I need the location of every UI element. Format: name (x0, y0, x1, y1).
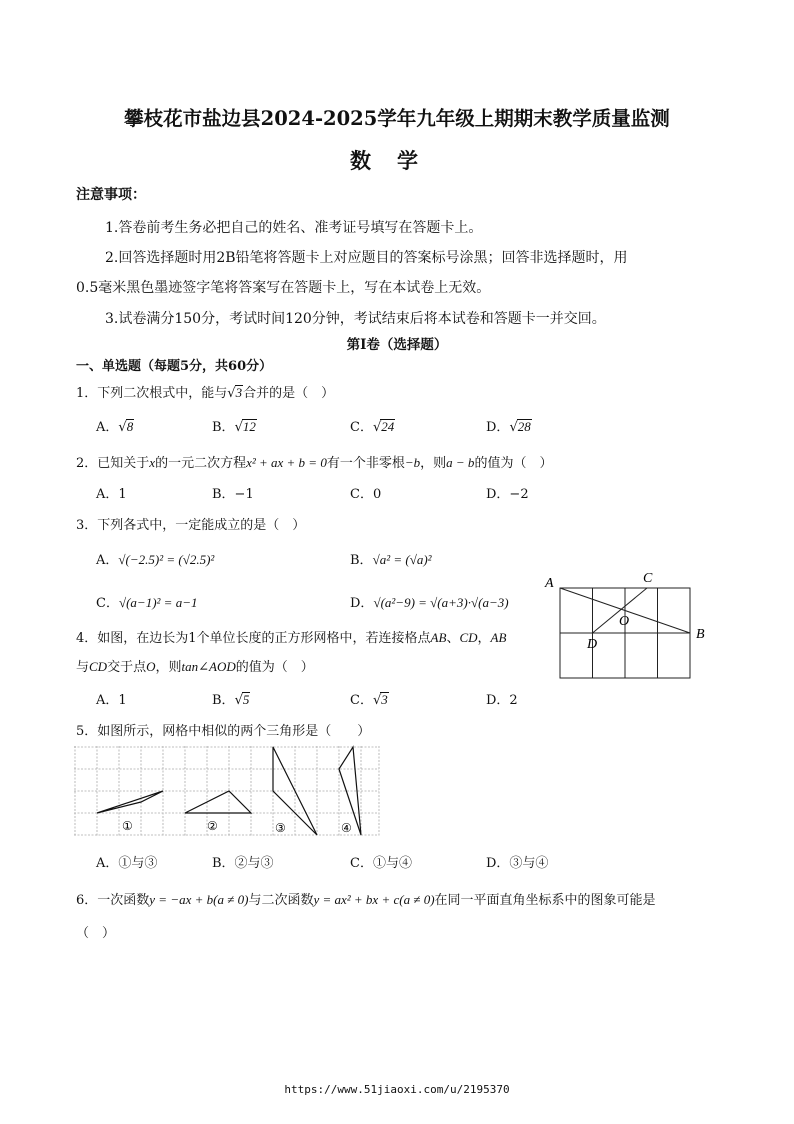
q1-option-d: D．√28 (486, 419, 531, 435)
q1-stem-b: 合并的是（ ） (243, 386, 335, 401)
question-6-stem (76, 889, 656, 908)
q6-stem-a: 6．一次函数 (76, 893, 150, 908)
notice-item-2-continued: 0.5毫米黑色墨迹签字笔将答案写在答题卡上，写在本试卷上无效。 (76, 280, 491, 296)
q4-segment-ab-2: AB (490, 630, 507, 645)
q1-option-b: B．√12 (212, 419, 256, 435)
q6-condition-1: (a ≠ 0) (213, 892, 249, 907)
q5-option-b: B．②与③ (212, 856, 274, 871)
q4-option-a: A．1 (96, 693, 127, 708)
q3-option-a-expr: √(−2.5)² = (√2.5)² (118, 552, 215, 567)
notice-heading: 注意事项： (76, 187, 146, 203)
q1-option-a-label: A． (96, 420, 119, 435)
q4-option-b-label: B． (212, 693, 235, 708)
question-2-stem (76, 452, 552, 471)
q4-label-o: O (619, 614, 630, 629)
q1-option-c-label: C． (350, 420, 373, 435)
q4-stem-a: 4．如图，在边长为1个单位长度的正方形网格中，若连接格点 (76, 631, 431, 646)
notice-item-2: 2.回答选择题时用2B铅笔将答题卡上对应题目的答案标号涂黑；回答非选择题时，用 (105, 250, 628, 266)
q4-line2-c: ，则 (155, 660, 182, 675)
q3-option-b (350, 549, 432, 568)
question-4-stem-line-2 (76, 656, 314, 675)
question-6-paren: （ ） (76, 926, 116, 941)
exam-title: 攀枝花市盐边县2024-2025学年九年级上期期末教学质量监测 (124, 107, 670, 130)
q4-line2-b: 交于点 (107, 660, 147, 675)
q4-grid-figure (540, 566, 720, 686)
q2-equation: x² + ax + b = 0 (246, 455, 327, 470)
q4-line2-a: 与 (76, 660, 90, 675)
q6-condition-2: (a ≠ 0) (399, 892, 435, 907)
q5-option-a: A．①与③ (96, 856, 158, 871)
q1-option-a: A．√8 (96, 419, 134, 435)
q5-triangle-2 (185, 791, 251, 813)
q1-option-a-value: 8 (126, 419, 134, 434)
q5-marker-4: ④ (341, 821, 352, 835)
q4-line2-d: 的值为（ ） (235, 660, 314, 675)
notice-item-3: 3.试卷满分150分，考试时间120分钟，考试结束后将本试卷和答题卡一并交回。 (105, 311, 606, 327)
q3-option-d-expr: √(a²−9) = √(a+3)·√(a−3) (373, 595, 509, 610)
q2-stem-d: ，则 (420, 456, 447, 471)
q5-option-d: D．③与④ (486, 856, 549, 871)
q2-root: −b (404, 455, 421, 470)
q5-marker-2: ② (207, 819, 218, 833)
q2-option-b: B．−1 (212, 487, 254, 502)
q4-sep-1: 、 (446, 631, 460, 646)
q5-marker-1: ① (122, 819, 133, 833)
q4-point-o: O (146, 659, 156, 674)
q4-segment-cd-2: CD (89, 659, 108, 674)
q4-option-b-value: 5 (242, 692, 250, 707)
q3-option-a-label: A． (96, 553, 119, 568)
q6-quadratic-function: y = ax² + bx + c (313, 892, 400, 907)
q1-option-d-label: D． (486, 420, 510, 435)
notice-item-1: 1.答卷前考生务必把自己的姓名、准考证号填写在答题卡上。 (105, 220, 483, 236)
q1-stem-a: 1．下列二次根式中，能与 (76, 386, 228, 401)
q5-grid-lines (74, 746, 379, 836)
q4-label-a: A (545, 576, 554, 591)
q3-option-c-expr: √(a−1)² = a−1 (118, 595, 198, 610)
q3-option-d-label: D． (350, 596, 374, 611)
q5-option-c: C．①与④ (350, 856, 412, 871)
question-4-stem-line-1 (76, 627, 506, 646)
sqrt-sign: √ (227, 386, 236, 401)
q1-option-c-value: 24 (381, 419, 395, 434)
q2-stem-e: 的值为（ ） (474, 456, 553, 471)
q4-option-b: B．√5 (212, 692, 250, 708)
q5-triangle-1 (97, 791, 163, 813)
q2-option-d: D．−2 (486, 487, 529, 502)
q3-option-a (96, 549, 214, 568)
q1-stem-radicand: 3 (235, 385, 243, 400)
q3-option-c-label: C． (96, 596, 119, 611)
q5-grid-figure (74, 746, 380, 838)
q4-label-b: B (696, 627, 705, 642)
q4-option-c-label: C． (350, 693, 373, 708)
q4-segment-ab: AB (430, 630, 447, 645)
q6-stem-c: 在同一平面直角坐标系中的图象可能是 (434, 893, 656, 908)
q6-stem-b: 与二次函数 (248, 893, 314, 908)
q3-option-d (350, 592, 509, 611)
q3-option-b-label: B． (350, 553, 373, 568)
q3-option-b-expr: √a² = (√a)² (372, 552, 432, 567)
q4-option-c: C．√3 (350, 692, 388, 708)
q1-option-b-value: 12 (242, 419, 256, 434)
q2-var-x: x (149, 455, 156, 470)
q2-stem-a: 2．已知关于 (76, 456, 150, 471)
question-5-stem: 5．如图所示，网格中相似的两个三角形是（ ） (76, 724, 371, 739)
q4-sep-2: ， (477, 631, 491, 646)
q2-stem-c: 有一个非零根 (326, 456, 405, 471)
q4-label-d: D (587, 637, 598, 652)
q2-stem-b: 的一元二次方程 (155, 456, 247, 471)
q1-option-d-value: 28 (517, 419, 531, 434)
q4-segment-cd: CD (459, 630, 478, 645)
q2-option-c: C．0 (350, 487, 382, 502)
question-3-stem: 3．下列各式中，一定能成立的是（ ） (76, 518, 306, 533)
q1-option-c: C．√24 (350, 419, 395, 435)
q4-option-c-value: 3 (381, 692, 388, 707)
q4-option-d: D．2 (486, 693, 518, 708)
q4-tan-expression: tan∠AOD (181, 659, 236, 674)
question-1-stem (76, 382, 334, 401)
q4-grid-lines (560, 588, 690, 678)
q3-option-c (96, 592, 197, 611)
subject-title: 数学 (350, 148, 444, 173)
q2-option-a: A．1 (96, 487, 127, 502)
part-title: 第I卷（选择题） (346, 337, 448, 353)
q4-label-c: C (643, 571, 653, 586)
section-title: 一、单选题（每题5分，共60分） (76, 359, 273, 374)
footer-url[interactable]: https://www.51jiaoxi.com/u/2195370 (284, 1083, 510, 1096)
q1-option-b-label: B． (212, 420, 235, 435)
q2-expression: a − b (446, 455, 475, 470)
q5-marker-3: ③ (275, 821, 286, 835)
q6-linear-function: y = −ax + b (149, 892, 214, 907)
